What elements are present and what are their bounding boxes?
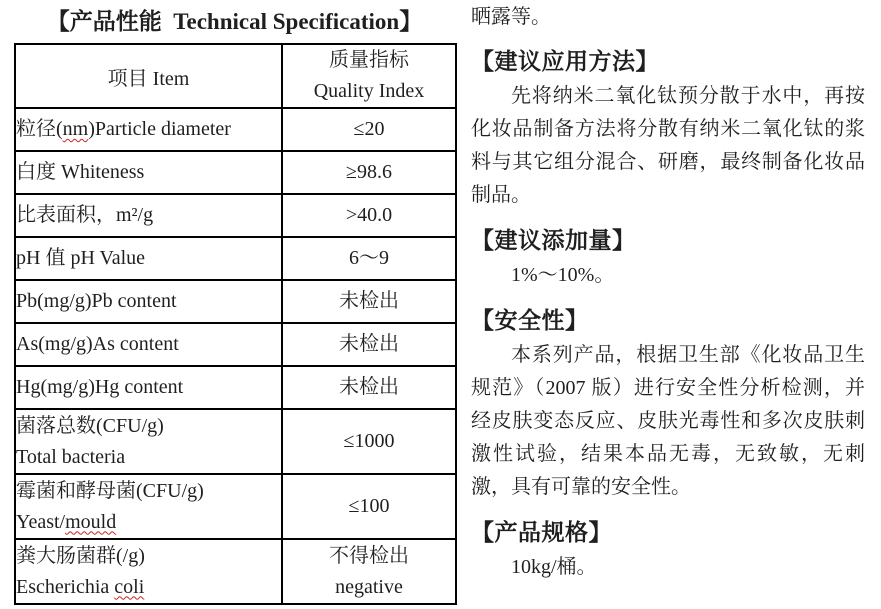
section-paragraph: 本系列产品，根据卫生部《化妆品卫生规范》（2007 版）进行安全性分析检测，并经皮肤变态反应、皮肤光毒性和多次皮肤刺激性试验，结果本品无毒，无致敏，无刺激，具有可靠的安全性。 xyxy=(471,344,865,498)
item-text-segment: Pb(mg/g)Pb content xyxy=(16,290,177,312)
value-cell xyxy=(282,323,456,366)
item-text-segment: Hg(mg/g)Hg content xyxy=(16,376,184,398)
column-header-item: 项目 Item xyxy=(15,44,282,108)
section-heading: 【安全性】 xyxy=(471,307,589,333)
item-text-segment: As(mg/g)As content xyxy=(16,333,179,355)
value-cell xyxy=(282,366,456,409)
column-header-quality-index xyxy=(282,44,456,108)
item-text-line xyxy=(16,200,281,231)
item-text-line xyxy=(16,157,281,188)
table-header-row xyxy=(15,44,456,108)
table-row xyxy=(15,280,456,323)
value-text-line: ≥98.6 xyxy=(346,161,392,183)
table-row xyxy=(15,366,456,409)
value-text-line: 未检出 xyxy=(339,290,399,312)
section-paragraph: 先将纳米二氧化钛预分散于水中，再按化妆品制备方法将分散有纳米二氧化钛的浆料与其它组分混合、研磨，最终制备化妆品制品。 xyxy=(471,85,865,206)
misspelled-word: coli xyxy=(114,575,145,598)
item-text-segment: Yeast/ xyxy=(16,510,66,533)
section-heading: 【建议添加量】 xyxy=(471,227,636,253)
value-text-line: 未检出 xyxy=(339,376,399,398)
item-text-line xyxy=(16,572,281,603)
item-text-segment: pH 值 pH Value xyxy=(16,247,146,269)
item-text-line xyxy=(16,507,281,538)
value-cell xyxy=(282,474,456,539)
item-text-segment: Total bacteria xyxy=(16,445,126,468)
item-cell xyxy=(15,151,282,194)
item-cell xyxy=(15,323,282,366)
value-cell xyxy=(282,151,456,194)
item-cell xyxy=(15,237,282,280)
table-row xyxy=(15,323,456,366)
section-heading: 【建议应用方法】 xyxy=(471,48,659,74)
column-header-line-en: Quality Index xyxy=(313,80,425,102)
item-text-segment: 粒径( xyxy=(16,118,63,140)
section-paragraph: 1%～10%。 xyxy=(511,264,615,286)
item-text-segment: Escherichia xyxy=(16,575,115,598)
item-text-line xyxy=(16,541,281,572)
item-text-line xyxy=(16,476,281,507)
sections-container xyxy=(471,46,865,584)
item-cell xyxy=(15,194,282,237)
table-row xyxy=(15,539,456,604)
item-cell xyxy=(15,539,282,604)
misspelled-word: nm xyxy=(62,118,89,140)
value-text-line: ≤1000 xyxy=(343,430,395,452)
item-text-line xyxy=(16,243,281,274)
value-text-line: 不得检出 xyxy=(329,544,409,567)
item-text-line xyxy=(16,372,281,403)
text-sections xyxy=(455,0,881,609)
value-text-line: ≤20 xyxy=(353,118,385,140)
misspelled-word: mould xyxy=(65,510,117,533)
value-cell xyxy=(282,194,456,237)
section-paragraph: 10kg/桶。 xyxy=(511,556,597,578)
column-header-line-cn: 质量指标 xyxy=(329,49,409,71)
value-cell xyxy=(282,280,456,323)
item-cell xyxy=(15,108,282,151)
value-text-line: ≤100 xyxy=(348,495,390,517)
item-text-segment: 霉菌和酵母菌(CFU/g) xyxy=(16,479,204,502)
item-text-segment: 粪大肠菌群(/g) xyxy=(16,544,145,567)
value-text-line: negative xyxy=(335,575,403,598)
item-text-line xyxy=(16,286,281,317)
item-text-segment: 比表面积，m²/g xyxy=(16,204,154,226)
continuation-text: 晒露等。 xyxy=(471,6,551,28)
item-text-segment: )Particle diameter xyxy=(88,118,231,140)
table-row xyxy=(15,474,456,539)
item-text-segment: 白度 Whiteness xyxy=(16,161,145,183)
item-cell xyxy=(15,366,282,409)
table-row xyxy=(15,409,456,474)
table-row xyxy=(15,151,456,194)
value-cell xyxy=(282,237,456,280)
value-text-line: 6～9 xyxy=(349,247,389,269)
spec-table xyxy=(14,43,457,605)
item-text-line xyxy=(16,329,281,360)
spec-table-body xyxy=(15,108,456,604)
item-text-line xyxy=(16,114,281,145)
item-cell xyxy=(15,409,282,474)
table-row xyxy=(15,194,456,237)
item-text-line xyxy=(16,411,281,442)
item-cell xyxy=(15,280,282,323)
table-row xyxy=(15,237,456,280)
item-cell xyxy=(15,474,282,539)
item-text-segment: 菌落总数(CFU/g) xyxy=(16,414,164,437)
value-text-line: >40.0 xyxy=(345,204,393,226)
value-text-line: 未检出 xyxy=(339,333,399,355)
table-row xyxy=(15,108,456,151)
item-text-line xyxy=(16,442,281,473)
table-title: 【产品性能 Technical Specification】 xyxy=(46,9,423,34)
value-cell xyxy=(282,409,456,474)
value-cell xyxy=(282,539,456,604)
value-cell xyxy=(282,108,456,151)
section-heading: 【产品规格】 xyxy=(471,519,612,545)
